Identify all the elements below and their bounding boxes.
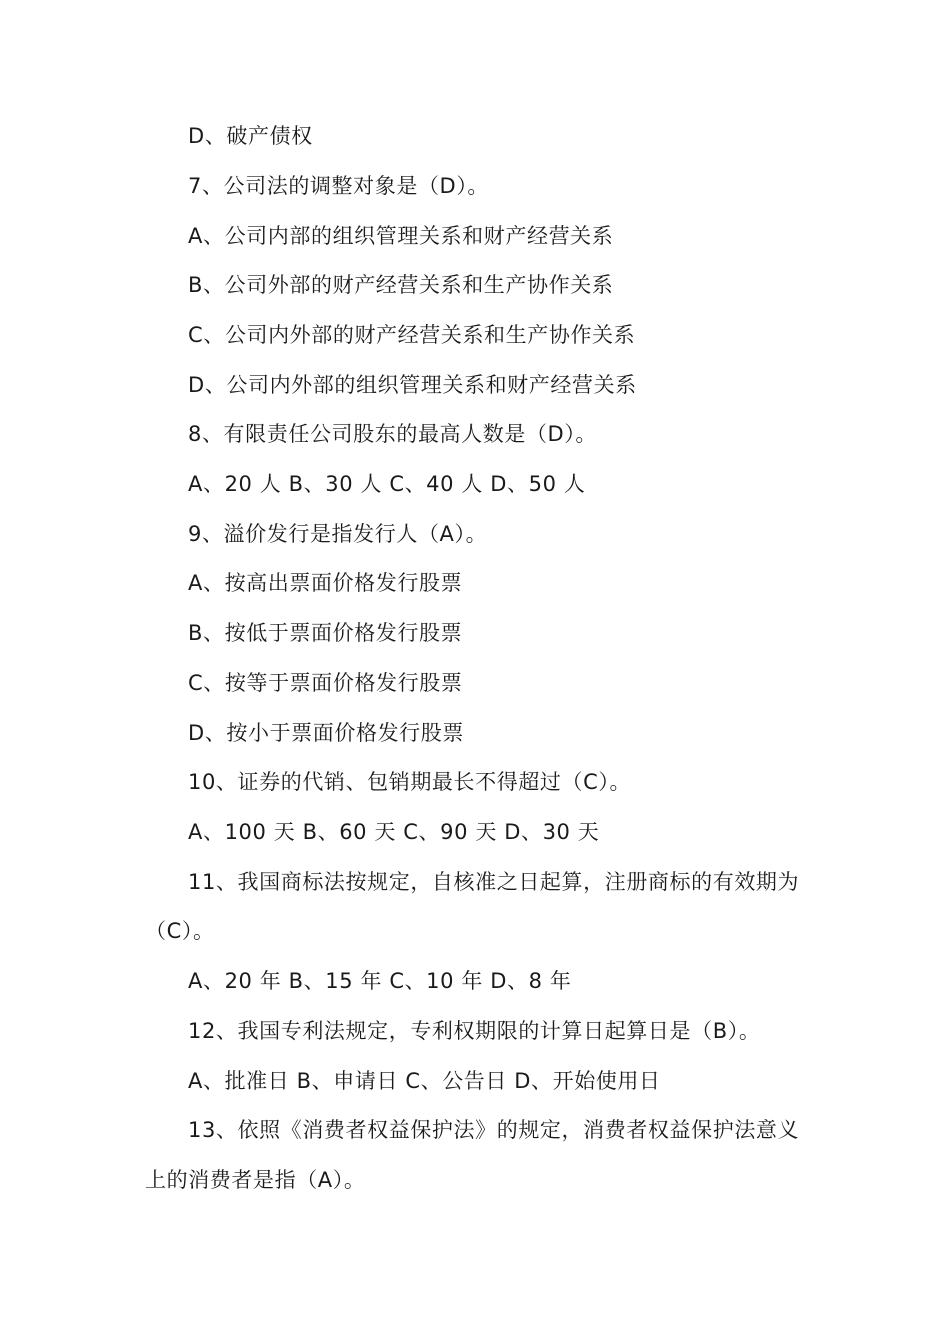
option-line: A、20 年 B、15 年 C、10 年 D、8 年	[188, 969, 572, 993]
question-8: 8、有限责任公司股东的最高人数是（D）。	[188, 422, 598, 446]
option-line: B、公司外部的财产经营关系和生产协作关系	[188, 273, 614, 297]
option-line: C、公司内外部的财产经营关系和生产协作关系	[188, 323, 636, 347]
question-12: 12、我国专利法规定，专利权期限的计算日起算日是（B）。	[188, 1019, 761, 1043]
option-line: D、公司内外部的组织管理关系和财产经营关系	[188, 373, 637, 397]
option-line: D、按小于票面价格发行股票	[188, 721, 464, 745]
text-line: D、破产债权	[188, 124, 313, 148]
option-line: A、20 人 B、30 人 C、40 人 D、50 人	[188, 472, 586, 496]
question-9: 9、溢价发行是指发行人（A）。	[188, 522, 488, 546]
option-line: B、按低于票面价格发行股票	[188, 621, 463, 645]
question-10: 10、证券的代销、包销期最长不得超过（C）。	[188, 770, 632, 794]
question-13-continuation: 上的消费者是指（A）。	[145, 1168, 366, 1192]
question-11: 11、我国商标法按规定，自核准之日起算，注册商标的有效期为	[188, 870, 800, 894]
option-line: A、100 天 B、60 天 C、90 天 D、30 天	[188, 820, 600, 844]
question-13: 13、依照《消费者权益保护法》的规定，消费者权益保护法意义	[188, 1118, 800, 1142]
question-11-continuation: （C）。	[145, 919, 215, 943]
option-line: C、按等于票面价格发行股票	[188, 671, 463, 695]
option-line: A、按高出票面价格发行股票	[188, 571, 463, 595]
option-line: A、公司内部的组织管理关系和财产经营关系	[188, 224, 614, 248]
question-7: 7、公司法的调整对象是（D）。	[188, 174, 490, 198]
option-line: A、批准日 B、申请日 C、公告日 D、开始使用日	[188, 1069, 661, 1093]
